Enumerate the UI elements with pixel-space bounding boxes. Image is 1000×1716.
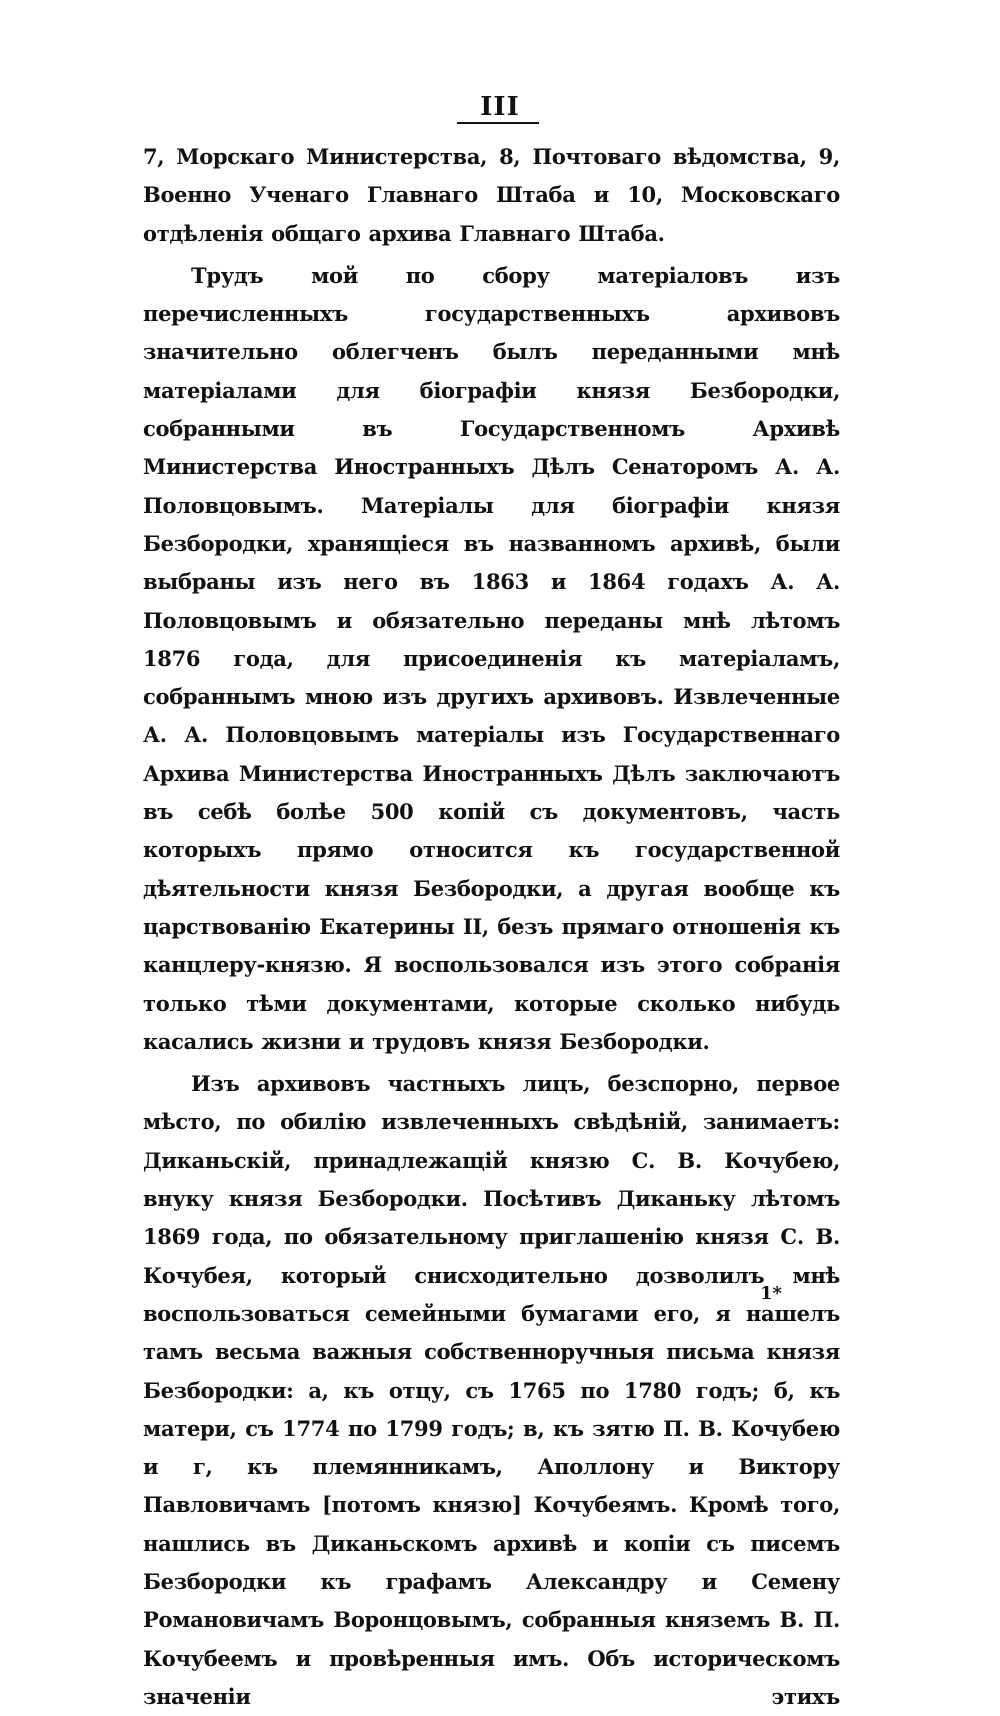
paragraph-dikanka-archive: Изъ архивовъ частныхъ лицъ, безспорно, первое мѣсто, по обилію извлеченныхъ свѣдѣній, занимаетъ: Диканьскій, принадлежащій князю С. В. Кочубею, внуку князя Безбородки. Посѣтивъ Диканьку лѣтомъ 1869 года, по обязательному приглашенію князя С. В. Кочубея, который снисходительно дозволилъ мнѣ воспользоваться семейными бумагами его, я нашелъ тамъ весьма важныя собственноручныя письма князя Безбородки: а, къ отцу, съ 1765 по 1780 годъ; б, къ матери, съ 1774 по 1799 годъ; в, къ зятю П. В. Кочубею и г, къ племянникамъ, Аполлону и Виктору Павловичамъ [потомъ князю] Кочубеямъ. Кромѣ того, нашлись въ Диканьскомъ архивѣ и копіи съ писемъ Безбородки къ графамъ Александру и Семену Романовичамъ Воронцовымъ, собранныя княземъ В. П. Кочубеемъ и провѣренныя имъ. Объ историческомъ значеніи этихъ <box>143 1071 840 1709</box>
page-number-rule <box>457 122 539 124</box>
paragraph-polovtsov-materials: Трудъ мой по сбору матеріаловъ изъ перечисленныхъ государственныхъ архивовъ значительно облегченъ былъ переданными мнѣ матеріалами для біографіи князя Безбородки, собранными въ Государственномъ Архивѣ Министерства Иностранныхъ Дѣлъ Сенаторомъ А. А. Половцовымъ. Матеріалы для біографіи князя Безбородки, хранящіеся въ названномъ архивѣ, были выбраны изъ него въ 1863 и 1864 годахъ А. А. Половцовымъ и обязательно переданы мнѣ лѣтомъ 1876 года, для присоединенія къ матеріаламъ, собраннымъ мною изъ другихъ архивовъ. Извлеченные А. А. Половцовымъ матеріалы изъ Государственнаго Архива Министерства Иностранныхъ Дѣлъ заключаютъ въ себѣ болѣе 500 копій съ документовъ, часть которыхъ прямо относится къ государственной дѣятельности князя Безбородки, а другая вообще къ царствованію Екатерины II, безъ прямаго отношенія къ канцлеру-князю. Я воспользовался изъ этого собранія только тѣми документами, которые сколько нибудь касались жизни и трудовъ князя Безбородки. <box>143 262 840 1054</box>
signature-mark: 1* <box>760 1283 782 1304</box>
body-text <box>143 138 840 1716</box>
page-number: III <box>480 92 520 122</box>
paragraph-archives-list: 7, Морскаго Министерства, 8, Почтоваго вѣдомства, 9, Военно Ученаго Главнаго Штаба и 10, Московскаго отдѣленія общаго архива Главнаго Штаба. <box>143 144 840 246</box>
